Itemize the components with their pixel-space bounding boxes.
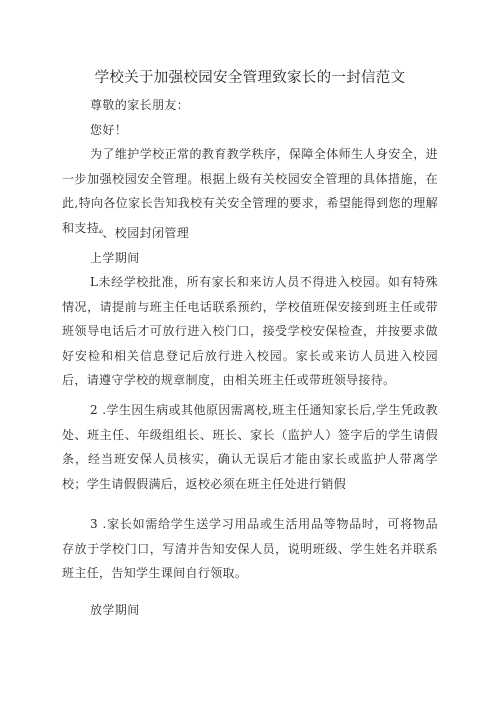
greeting: 您好！: [90, 123, 128, 137]
item3-text: 3 .家长如需给学生送学习用品或生活用品等物品时，可将物品存放于学校门口，写清并告知安保人员，说明班级、学生姓名并联系班主任，告知学生课间自行领取。: [62, 517, 438, 581]
subsection-school-hours: 上学期间: [90, 251, 140, 265]
document-title: 学校关于加强校园安全管理致家长的一封信范文: [94, 70, 406, 86]
subsection-after-school: 放学期间: [90, 603, 140, 617]
item1-text: L未经学校批准，所有家长和来访人员不得进入校园。如有特殊情况，请提前与班主任电话联系预约，学校值班保安接到班主任或带班领导电话后才可放行进入校门口，接受学校安保检查，并按要求做好安检和相关信息登记后放行进入校园。家长或来访人员进入校园后，请遵守学校的规章制度，由相关班主任或带班领导接待。: [62, 275, 438, 388]
intro-text: 为了维护学校正常的教育教学秩序，保障全体师生人身安全，进一步加强校园安全管理。根据上级有关校园安全管理的具体措施，在此,特向各位家长告知我校有关安全管理的要求，希望能得到您的理解和支持。: [62, 147, 438, 235]
item1-paragraph: [62, 270, 438, 393]
item2-paragraph: [62, 398, 438, 496]
salutation: 尊敬的家长朋友：: [90, 98, 190, 112]
item2-text: 2 .学生因生病或其他原因需离校,班主任通知家长后,学生凭政教处、班主任、年级组组长、班长、家长（监护人）签字后的学生请假条，经当班安保人员核实，确认无误后才能由家长或监护人带离学校；学生请假假满后，返校必须在班主任处进行销假: [62, 403, 438, 491]
section1-heading: 一、校园封闭管理: [90, 226, 190, 240]
item3-paragraph: [62, 512, 438, 586]
